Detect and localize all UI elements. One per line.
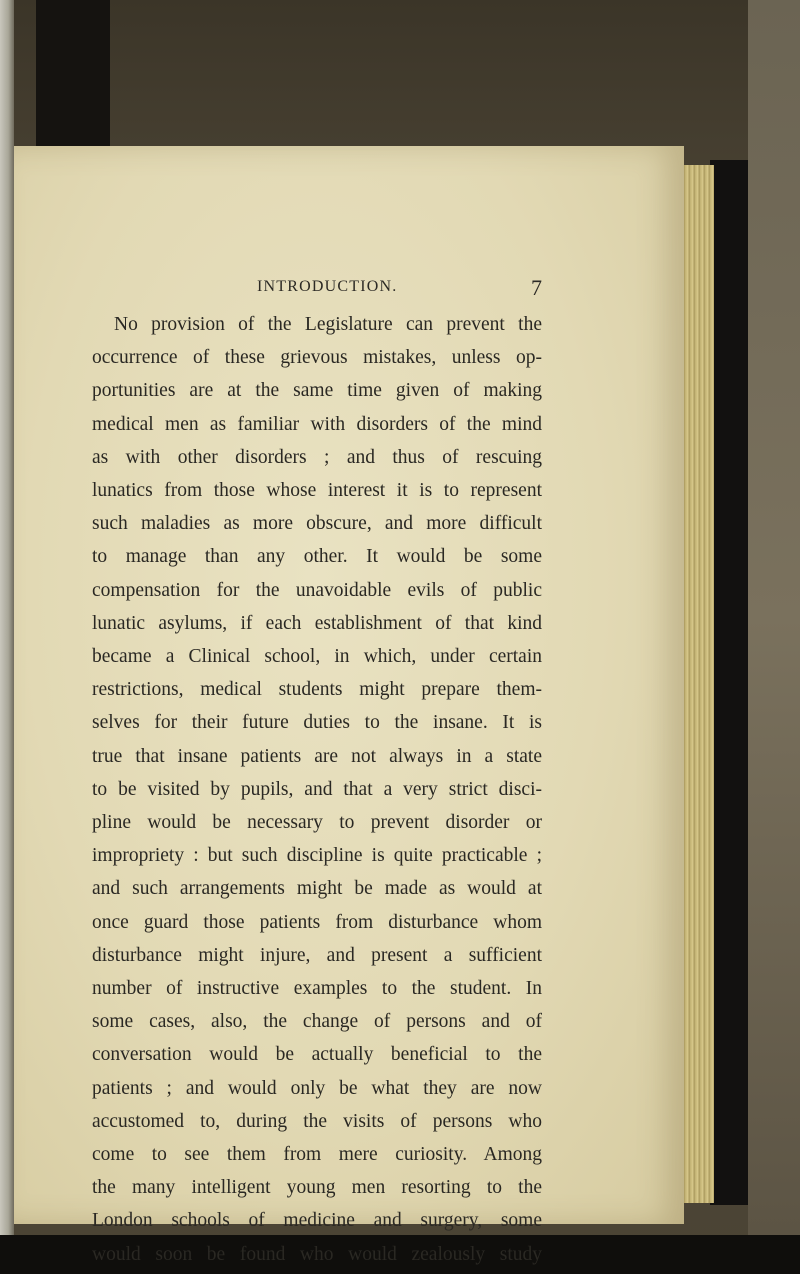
text-line: and such arrangements might be made as would at — [92, 878, 542, 900]
text-line: as with other disorders ; and thus of rescuing — [92, 446, 542, 468]
text-line: to manage than any other. It would be some — [92, 546, 542, 568]
text-line: such maladies as more obscure, and more difficult — [92, 513, 542, 535]
text-line: true that insane patients are not always in a state — [92, 745, 542, 767]
text-line: became a Clinical school, in which, under certain — [92, 646, 542, 668]
text-line: lunatic asylums, if each establishment of that kind — [92, 612, 542, 634]
text-line: conversation would be actually beneficial to the — [92, 1044, 542, 1066]
text-line: London schools of medicine and surgery, some — [92, 1210, 542, 1232]
text-line: come to see them from mere curiosity. Among — [92, 1144, 542, 1166]
text-line: the many intelligent young men resorting to the — [92, 1177, 542, 1199]
text-line: lunatics from those whose interest it is to represent — [92, 480, 542, 502]
text-line: would soon be found who would zealously study — [92, 1243, 542, 1265]
text-line: once guard those patients from disturbance whom — [92, 911, 542, 933]
text-line: impropriety : but such discipline is quite practicable ; — [92, 845, 542, 867]
running-head: INTRODUCTION. — [257, 278, 398, 295]
text-line: accustomed to, during the visits of persons who — [92, 1110, 542, 1132]
text-line: medical men as familiar with disorders of the mind — [92, 413, 542, 435]
text-line: number of instructive examples to the student. In — [92, 978, 542, 1000]
text-line: pline would be necessary to prevent disorder or — [92, 812, 542, 834]
text-line: some cases, also, the change of persons and of — [92, 1011, 542, 1033]
page-number: 7 — [531, 275, 542, 300]
text-line: to be visited by pupils, and that a very strict disci- — [92, 778, 542, 800]
text-line: portunities are at the same time given of making — [92, 380, 542, 402]
photo-background-right — [748, 0, 800, 1235]
book-cover-right — [710, 160, 748, 1205]
book-cover-top — [36, 0, 110, 150]
body-paragraph — [92, 308, 542, 1271]
text-line: No provision of the Legislature can prevent the — [114, 314, 542, 335]
text-line: restrictions, medical students might prepare them- — [92, 679, 542, 701]
text-line: disturbance might injure, and present a sufficient — [92, 944, 542, 966]
text-line: occurrence of these grievous mistakes, unless op- — [92, 347, 542, 369]
page-left-edge — [0, 0, 14, 1274]
page-header — [92, 275, 542, 302]
text-line: selves for their future duties to the insane. It is — [92, 712, 542, 734]
text-line: patients ; and would only be what they are now — [92, 1077, 542, 1099]
text-line: compensation for the unavoidable evils of public — [92, 579, 542, 601]
